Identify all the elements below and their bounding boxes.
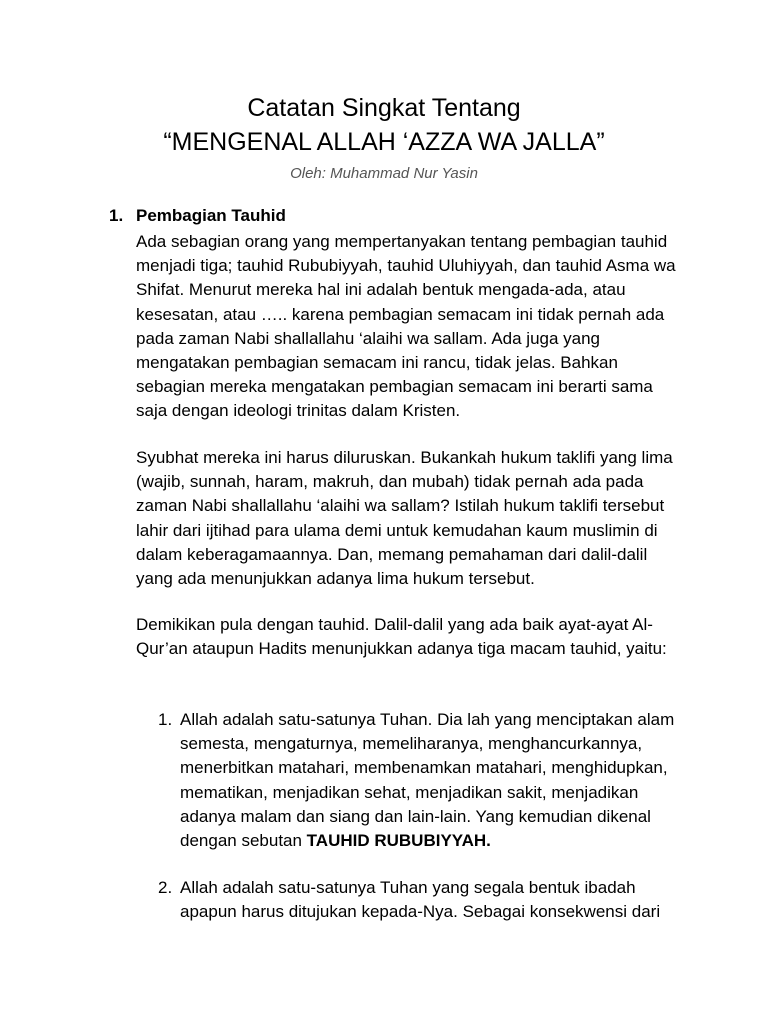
list-item-number: 2. (158, 878, 173, 897)
section-number: 1. (109, 206, 124, 225)
paragraph-3: Demikikan pula dengan tauhid. Dalil-dalil yang ada baik ayat-ayat Al-Qur’an ataupun Hadits menunjukkan adanya tiga macam tauhid, yaitu: (136, 615, 667, 659)
paragraph-1: Ada sebagian orang yang mempertanyakan tentang pembagian tauhid menjadi tiga; tauhid Rububiyyah, tauhid Uluhiyyah, dan tauhid Asma wa Shifat. Menurut mereka hal ini adalah bentuk mengada-ada, atau kesesatan, atau ….. karena pembagian semacam ini tidak pernah ada pada zaman Nabi shallallahu ‘alaihi wa sallam. Ada juga yang mengatakan pembagian semacam ini rancu, tidak jelas. Bahkan sebagian mereka mengatakan pembagian semacam ini berarti sama saja dengan ideologi trinitas dalam Kristen. (136, 232, 676, 421)
list-item-body: Allah adalah satu-satunya Tuhan. Dia lah yang menciptakan alam semesta, mengaturnya, memeliharanya, menghancurkannya, menerbitkan matahari, membenamkan matahari, menghidupkan, mematikan, menjadikan sehat, menjadikan sakit, menjadikan adanya malam dan siang dan lain-lain. Yang kemudian dikenal dengan sebutan (180, 710, 675, 851)
list-item-text (180, 708, 685, 853)
document-title-line-2: “MENGENAL ALLAH ‘AZZA WA JALLA” (163, 128, 605, 156)
list-item-number: 1. (158, 710, 173, 729)
section-heading: Pembagian Tauhid (136, 206, 286, 225)
paragraph-2: Syubhat mereka ini harus diluruskan. Bukankah hukum taklifi yang lima (wajib, sunnah, haram, makruh, dan mubah) tidak pernah ada pada zaman Nabi shallallahu ‘alaihi wa sallam? Istilah hukum taklifi tersebut lahir dari ijtihad para ulama demi untuk kemudahan kaum muslimin di dalam keberagamaannya. Dan, memang pemahaman dari dalil-dalil yang ada menunjukkan adanya lima hukum tersebut. (136, 448, 673, 589)
document-title-line-1: Catatan Singkat Tentang (247, 94, 521, 122)
list-item-bold-term: TAUHID RUBUBIYYAH. (306, 831, 491, 851)
list-item-text: Allah adalah satu-satunya Tuhan yang segala bentuk ibadah apapun harus ditujukan kepada-Nya. Sebagai konsekwensi dari (180, 878, 661, 922)
document-author: Oleh: Muhammad Nur Yasin (290, 165, 478, 182)
